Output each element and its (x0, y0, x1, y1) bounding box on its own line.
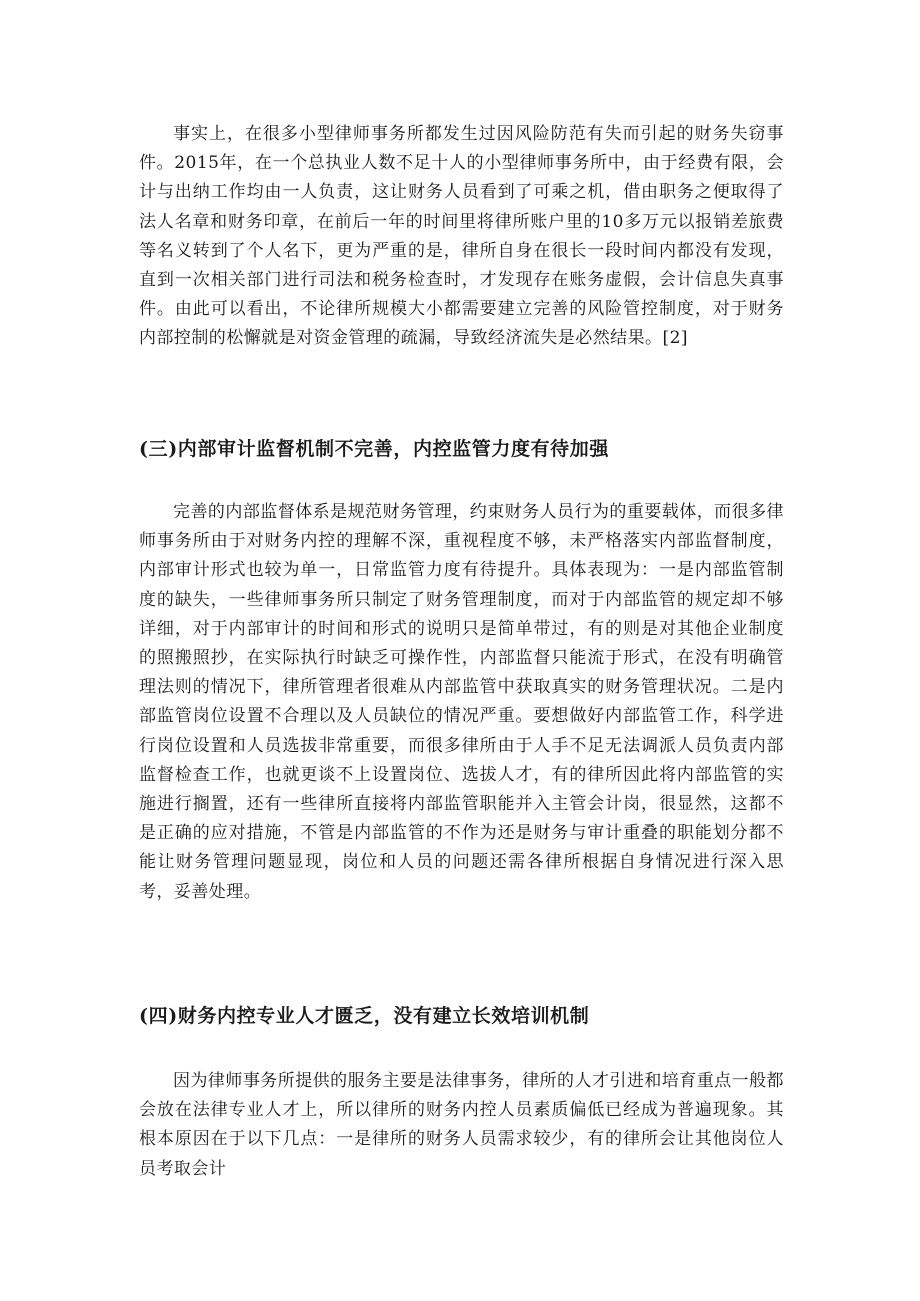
section-heading-talent-shortage: (四)财务内控专业人才匮乏，没有建立长效培训机制 (139, 1005, 590, 1027)
paragraph-financial-theft-case: 事实上，在很多小型律师事务所都发生过因风险防范有失而引起的财务失窃事件。2015年，在一个总执业人数不足十人的小型律师事务所中，由于经费有限，会计与出纳工作均由一人负责，这让财务人员看到了可乘之机，借由职务之便取得了法人名章和财务印章，在前后一年的时间里将律所账户里的10多万元以报销差旅费等名义转到了个人名下，更为严重的是，律所自身在很长一段时间内都没有发现，直到一次相关部门进行司法和税务检查时，才发现存在账务虚假，会计信息失真事件。由此可以看出，不论律所规模大小都需要建立完善的风险管控制度，对于财务内部控制的松懈就是对资金管理的疏漏，导致经济流失是必然结果。[2] (139, 124, 784, 349)
paragraph-internal-supervision: 完善的内部监督体系是规范财务管理，约束财务人员行为的重要载体，而很多律师事务所由于对财务内控的理解不深，重视程度不够，未严格落实内部监督制度，内部审计形式也较为单一，日常监管力度有待提升。具体表现为：一是内部监管制度的缺失，一些律师事务所只制定了财务管理制度，而对于内部监管的规定却不够详细，对于内部审计的时间和形式的说明只是简单带过，有的则是对其他企业制度的照搬照抄，在实际执行时缺乏可操作性，内部监督只能流于形式，在没有明确管理法则的情况下，律所管理者很难从内部监管中获取真实的财务管理状况。二是内部监管岗位设置不合理以及人员缺位的情况严重。要想做好内部监管工作，科学进行岗位设置和人员选拔非常重要，而很多律所由于人手不足无法调派人员负责内部监督检查工作，也就更谈不上设置岗位、选拔人才，有的律所因此将内部监管的实施进行搁置，还有一些律所直接将内部监管职能并入主管会计岗，很显然，这都不是正确的应对措施，不管是内部监管的不作为还是财务与审计重叠的职能划分都不能让财务管理问题显现，岗位和人员的问题还需各律所根据自身情况进行深入思考，妥善处理。 (139, 502, 784, 902)
section-heading-internal-audit: (三)内部审计监督机制不完善，内控监管力度有待加强 (139, 438, 609, 460)
paragraph-talent-training: 因为律师事务所提供的服务主要是法律事务，律所的人才引进和培育重点一般都会放在法律专业人才上，所以律所的财务内控人员素质偏低已经成为普遍现象。其根本原因在于以下几点：一是律所的财务人员需求较少，有的律所会让其他岗位人员考取会计 (139, 1071, 784, 1179)
